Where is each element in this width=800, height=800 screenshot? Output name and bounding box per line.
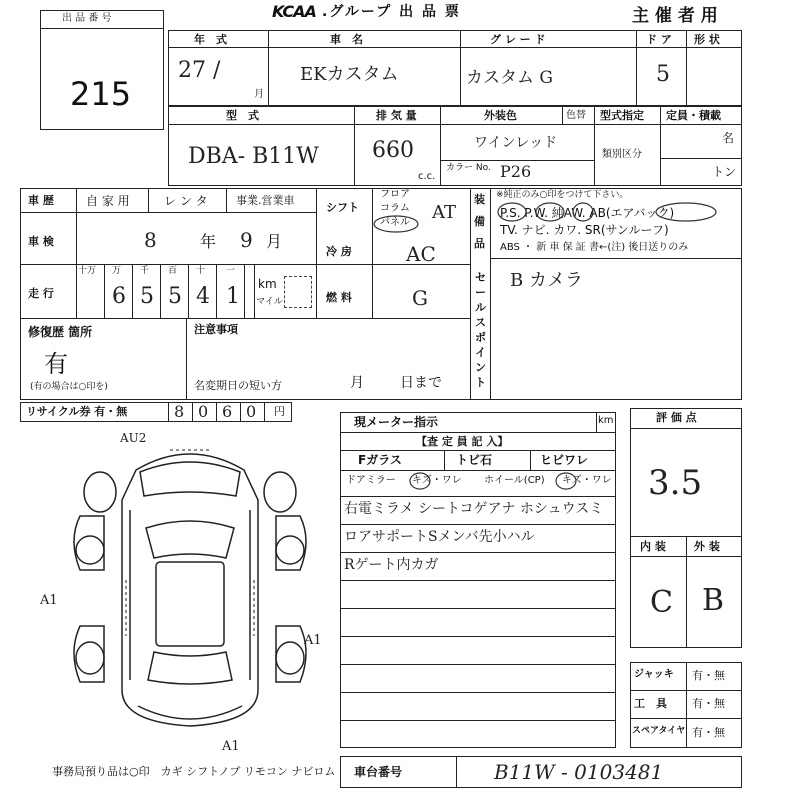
exterior-color-value: ワインレッド bbox=[474, 135, 558, 151]
equipment-circle-marks bbox=[490, 200, 720, 224]
mileage-unit-mile: マイル bbox=[256, 297, 283, 307]
fuel-value: G bbox=[412, 286, 428, 310]
meter-label: 現メーター指示 bbox=[354, 415, 439, 429]
windshield-label: Fガラス bbox=[358, 453, 402, 467]
door-mirror-options[interactable]: キズ・ワレ bbox=[412, 475, 462, 486]
equipment-note: ※純正のみ○印をつけて下さい。 bbox=[496, 190, 629, 200]
accessory-tools-value[interactable]: 有・無 bbox=[692, 697, 725, 710]
organizer-use: 主 催 者 用 bbox=[632, 6, 718, 26]
deadline-label: 名変期日の短い方 bbox=[194, 379, 282, 392]
windshield-stone[interactable]: トビ石 bbox=[456, 453, 493, 467]
history-option-rental[interactable]: レ ン タ bbox=[164, 194, 208, 208]
repair-history-label: 修復歴 箇所 bbox=[28, 325, 93, 339]
model-value: DBA- B11W bbox=[188, 144, 319, 169]
shift-option-panel[interactable]: パネル bbox=[380, 217, 410, 228]
equipment-line2[interactable]: TV. ナビ. カワ. SR(サンルーフ) bbox=[500, 223, 669, 237]
fuel-label: 燃 料 bbox=[326, 291, 352, 304]
capacity-unit-ton: トン bbox=[712, 165, 737, 179]
mileage-place-10: 十 bbox=[196, 266, 206, 276]
mileage-digit: 5 bbox=[140, 284, 154, 309]
inspection-label: 車 検 bbox=[28, 235, 54, 248]
recycle-unit: 円 bbox=[274, 405, 285, 418]
mileage-place-1: 一 bbox=[226, 266, 236, 276]
car-name-label: 車 名 bbox=[330, 33, 363, 46]
repair-history-note: (有の場合は○印を) bbox=[30, 382, 108, 392]
damage-mark-bottom: A1 bbox=[222, 739, 240, 754]
capacity-unit-persons: 名 bbox=[722, 131, 735, 145]
equipment-label-3: 品 bbox=[474, 237, 485, 250]
type-designation-label: 型式指定 bbox=[600, 109, 644, 122]
kcaa-logo: KCAA bbox=[272, 2, 316, 21]
damage-mark-right: A1 bbox=[304, 633, 322, 648]
lot-number: 215 bbox=[70, 75, 132, 113]
recycle-digit: 6 bbox=[222, 402, 233, 421]
cc-unit: c.c. bbox=[418, 171, 436, 182]
equipment-line1[interactable]: P.S. P.W. 純AW. AB(エアバック) bbox=[500, 206, 675, 220]
office-items: 事務局預り品は○印 カギ シフトノブ リモコン ナビロム bbox=[52, 765, 336, 778]
equipment-label-1: 装 bbox=[474, 193, 485, 206]
repair-history-value: 有 bbox=[44, 350, 68, 378]
evaluation-label: 評 価 点 bbox=[656, 411, 697, 424]
lot-number-label: 出 品 番 号 bbox=[62, 13, 112, 24]
aircon-value: AC bbox=[406, 242, 436, 266]
inspection-month-unit: 月 bbox=[266, 232, 283, 251]
mileage-digit: 1 bbox=[226, 284, 240, 309]
inspector-comment: Rゲート内カガ bbox=[344, 557, 439, 573]
year-value: 27 / bbox=[178, 58, 221, 83]
history-option-private[interactable]: 自 家 用 bbox=[86, 194, 130, 208]
mileage-digit: 4 bbox=[196, 284, 210, 309]
car-diagram bbox=[60, 430, 320, 740]
wheel-options[interactable]: キズ・ワレ bbox=[562, 475, 612, 486]
door-mirror-label: ドアミラー bbox=[346, 475, 396, 486]
shape-label: 形 状 bbox=[694, 33, 720, 46]
wheel-label: ホイール(CP) bbox=[484, 475, 545, 486]
history-label: 車 歴 bbox=[28, 194, 54, 207]
mileage-unit-km: km bbox=[258, 277, 277, 291]
interior-grade-label: 内 装 bbox=[640, 540, 666, 553]
recycle-digit: 0 bbox=[198, 402, 209, 421]
form-title: .グループ 出 品 票 bbox=[322, 4, 461, 20]
deadline-day-unit: 日まで bbox=[400, 375, 442, 391]
accessory-tools-label: 工 具 bbox=[634, 697, 667, 710]
windshield-crack[interactable]: ヒビワレ bbox=[540, 453, 589, 467]
damage-mark-left: A1 bbox=[40, 593, 58, 608]
equipment-line3[interactable]: ABS ・ 新 車 保 証 書←(注) 後日送りのみ bbox=[500, 242, 689, 253]
mileage-digit: 6 bbox=[112, 284, 126, 309]
accessory-spare-label: スペアタイヤ bbox=[632, 726, 686, 736]
inspection-month-value: 9 bbox=[240, 228, 253, 252]
deadline-month-unit: 月 bbox=[350, 375, 364, 391]
damage-mark-top: AU2 bbox=[120, 431, 147, 445]
exterior-grade-label: 外 装 bbox=[694, 540, 720, 553]
recycle-digit: 8 bbox=[174, 402, 185, 421]
chassis-number-value: B11W - 0103481 bbox=[494, 760, 664, 784]
mileage-check-box[interactable] bbox=[284, 276, 312, 308]
door-label: ド ア bbox=[646, 33, 672, 46]
sales-point-label: セールスポイント bbox=[475, 271, 486, 389]
color-number-label: カラー No. bbox=[446, 163, 491, 173]
inspector-comment: 右電ミラメ シートコゲアナ ホシュウスミ bbox=[344, 501, 604, 517]
mileage-place-1k: 千 bbox=[140, 266, 150, 276]
shift-circle-mark bbox=[372, 214, 420, 234]
inspector-comment: ロアサポートSメンバ先小ハル bbox=[344, 529, 535, 545]
aircon-label: 冷 房 bbox=[326, 245, 352, 258]
grade-value: カスタム G bbox=[466, 68, 553, 88]
shift-option-floor[interactable]: フロア bbox=[380, 189, 410, 200]
shift-option-column[interactable]: コラム bbox=[380, 203, 410, 214]
mileage-digit: 5 bbox=[168, 284, 182, 309]
mileage-place-100k: 十万 bbox=[78, 266, 97, 276]
shift-value: AT bbox=[432, 202, 457, 223]
accessory-spare-value[interactable]: 有・無 bbox=[692, 726, 725, 739]
history-option-business[interactable]: 事業.営業車 bbox=[236, 194, 295, 207]
evaluation-score: 3.5 bbox=[648, 463, 703, 503]
chassis-number-label: 車台番号 bbox=[354, 765, 403, 779]
displacement-value: 660 bbox=[372, 138, 414, 163]
inspector-circle-marks bbox=[408, 470, 578, 490]
inspection-year-value: 8 bbox=[144, 228, 157, 252]
grade-label: グ レ ー ド bbox=[490, 33, 546, 46]
mileage-label: 走 行 bbox=[28, 287, 54, 300]
class-label: 類別区分 bbox=[602, 149, 642, 160]
interior-color-label: 色替 bbox=[566, 110, 586, 121]
car-name-value: EKカスタム bbox=[300, 64, 399, 85]
sales-point-value: B カメラ bbox=[510, 270, 583, 291]
year-label: 年 式 bbox=[194, 33, 227, 46]
notes-label: 注意事項 bbox=[194, 323, 238, 336]
inspector-header: 【査 定 員 記 入】 bbox=[416, 435, 509, 448]
capacity-label: 定員・積載 bbox=[666, 109, 721, 122]
exterior-color-label: 外装色 bbox=[484, 109, 517, 122]
accessory-jack-label: ジャッキ bbox=[634, 669, 674, 680]
equipment-label-2: 備 bbox=[474, 215, 485, 228]
model-label: 型 式 bbox=[226, 109, 259, 122]
color-number-value: P26 bbox=[500, 162, 532, 181]
recycle-digit: 0 bbox=[246, 402, 257, 421]
meter-unit: km bbox=[598, 415, 614, 426]
recycle-label: リサイクル券 有・無 bbox=[26, 405, 128, 418]
displacement-label: 排 気 量 bbox=[376, 109, 417, 122]
accessory-jack-value[interactable]: 有・無 bbox=[692, 669, 725, 682]
mileage-place-10k: 万 bbox=[112, 266, 122, 276]
exterior-grade-value: B bbox=[702, 583, 725, 618]
door-value: 5 bbox=[656, 62, 670, 87]
inspection-year-unit: 年 bbox=[200, 232, 217, 251]
month-mark: 月 bbox=[254, 89, 264, 100]
mileage-place-100: 百 bbox=[168, 266, 178, 276]
shift-label: シフト bbox=[326, 201, 359, 214]
interior-grade-value: C bbox=[650, 585, 673, 620]
